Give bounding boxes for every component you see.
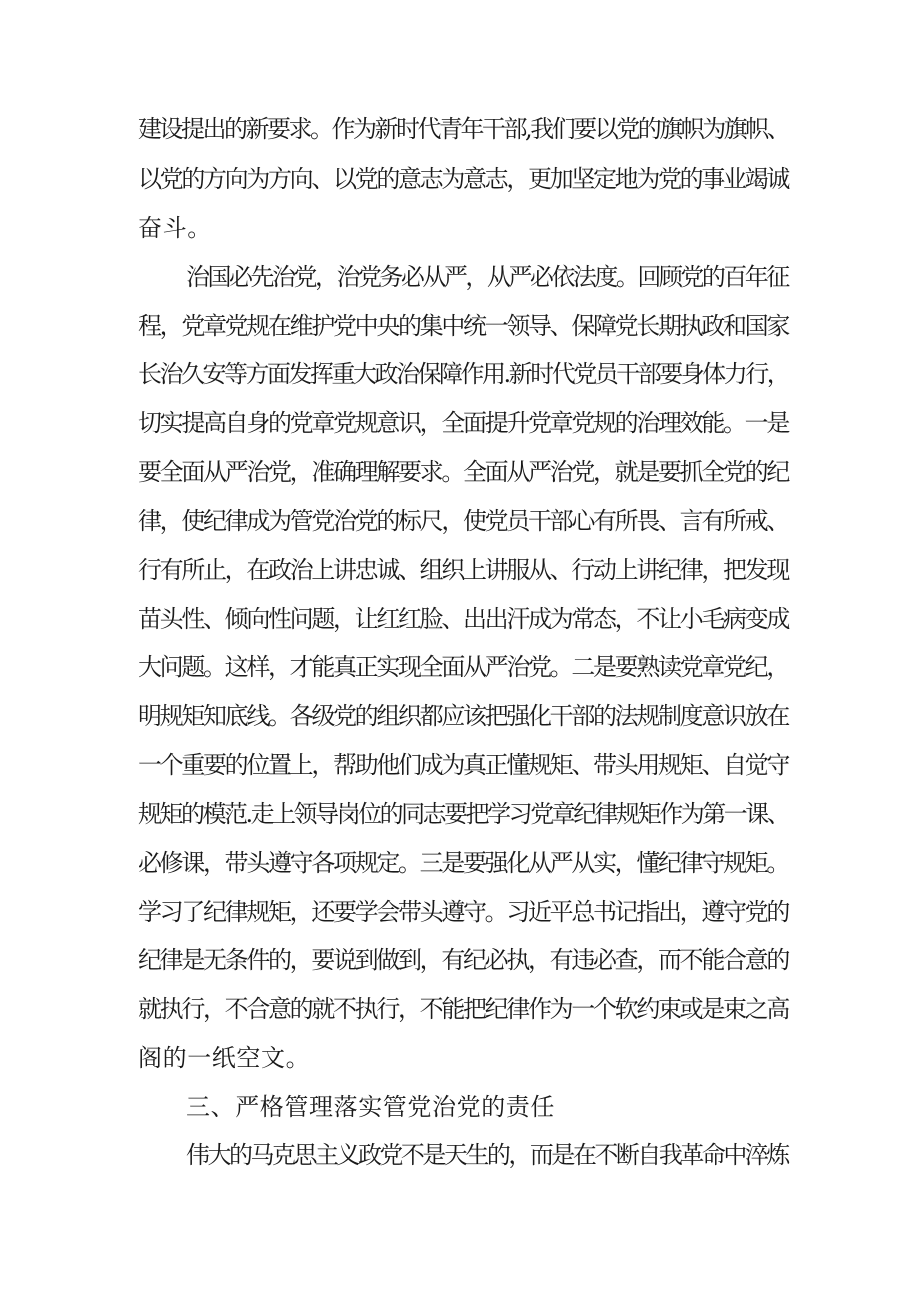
paragraph-2-line-15: 纪律是无条件的，要说到做到，有纪必执，有违必查，而不能合意的 (138, 946, 788, 974)
paragraph-2-line-11: 一个重要的位置上，帮助他们成为真正懂规矩、带头用规矩、自觉守 (138, 751, 788, 779)
paragraph-2-line-10: 明规矩知底线。各级党的组织都应该把强化干部的法规制度意识放在 (138, 702, 788, 730)
section-heading: 三、严格管理落实管党治党的责任 (186, 1093, 555, 1121)
paragraph-2-line-16: 就执行，不合意的就不执行，不能把纪律作为一个软约束或是束之高 (138, 995, 788, 1023)
paragraph-2-line-14: 学习了纪律规矩，还要学会带头遵守。习近平总书记指出，遵守党的 (138, 898, 788, 926)
paragraph-2-line-1: 治国必先治党，治党务必从严，从严必依法度。回顾党的百年征 (186, 263, 788, 291)
paragraph-1-line-1: 建设提出的新要求。作为新时代青年干部,我们要以党的旗帜为旗帜、 (138, 115, 789, 143)
paragraph-1-line-3: 奋斗。 (138, 214, 212, 242)
paragraph-1-line-2: 以党的方向为方向、以党的意志为意志，更加坚定地为党的事业竭诚 (138, 165, 788, 193)
paragraph-2-line-7: 行有所止，在政治上讲忠诚、组织上讲服从、行动上讲纪律，把发现 (138, 556, 788, 584)
paragraph-2-line-4: 切实提高自身的党章党规意识，全面提升党章党规的治理效能。一是 (138, 409, 788, 437)
paragraph-2-line-2: 程，党章党规在维护党中央的集中统一领导、保障党长期执政和国家 (138, 312, 788, 340)
paragraph-2-line-17: 阁的一纸空文。 (138, 1044, 311, 1072)
paragraph-2-line-13: 必修课，带头遵守各项规定。三是要强化从严从实，懂纪律守规矩。 (138, 849, 788, 877)
paragraph-3-line-1: 伟大的马克思主义政党不是天生的，而是在不断自我革命中淬炼 (186, 1141, 788, 1169)
paragraph-2-line-9: 大问题。这样，才能真正实现全面从严治党。二是要熟读党章党纪， (138, 653, 788, 681)
paragraph-2-line-12: 规矩的模范.走上领导岗位的同志要把学习党章纪律规矩作为第一课、 (138, 800, 789, 828)
paragraph-2-line-5: 要全面从严治党，准确理解要求。全面从严治党，就是要抓全党的纪 (138, 458, 788, 486)
paragraph-2-line-3: 长治久安等方面发挥重大政治保障作用.新时代党员干部要身体力行， (138, 360, 789, 388)
paragraph-2-line-8: 苗头性、倾向性问题，让红红脸、出出汗成为常态，不让小毛病变成 (138, 605, 788, 633)
paragraph-2-line-6: 律，使纪律成为管党治党的标尺，使党员干部心有所畏、言有所戒、 (138, 507, 788, 535)
